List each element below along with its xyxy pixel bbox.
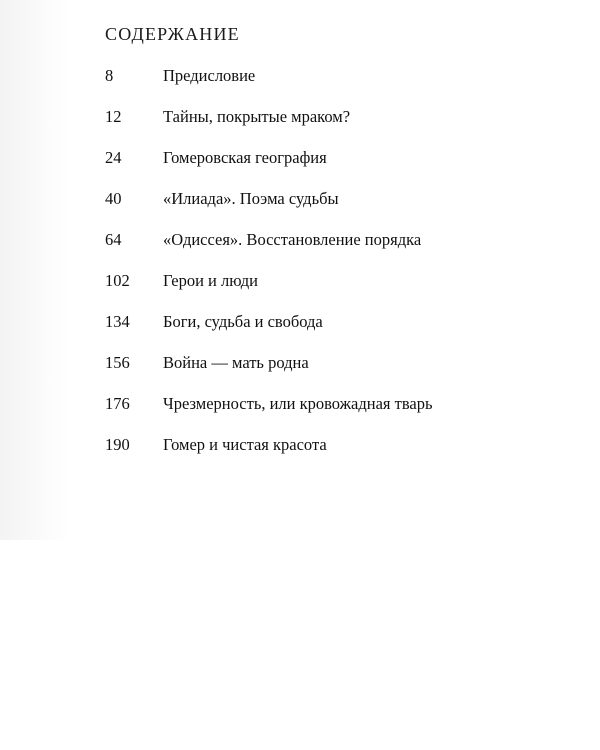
toc-chapter-title: Война — мать родна — [163, 353, 309, 372]
toc-page-number: 176 — [105, 394, 130, 413]
toc-entry — [105, 189, 575, 230]
toc-page-number: 8 — [105, 66, 114, 85]
toc-chapter-title: Чрезмерность, или кровожадная тварь — [163, 394, 433, 413]
toc-chapter-title: Тайны, покрытые мраком? — [163, 107, 351, 126]
toc-entry — [105, 66, 575, 107]
toc-entry — [105, 271, 575, 312]
toc-page-number: 12 — [105, 107, 122, 126]
toc-entry — [105, 435, 575, 476]
toc-chapter-title: Боги, судьба и свобода — [163, 312, 323, 331]
toc-page-number: 102 — [105, 271, 130, 290]
toc-entry — [105, 107, 575, 148]
toc-page-number: 24 — [105, 148, 122, 167]
toc-chapter-title: «Одиссея». Восстановление порядка — [163, 230, 422, 249]
table-of-contents — [105, 66, 575, 476]
toc-page-number: 190 — [105, 435, 130, 454]
toc-entry — [105, 230, 575, 271]
toc-entry — [105, 394, 575, 435]
toc-heading: СОДЕРЖАНИЕ — [105, 24, 240, 44]
toc-page-number: 156 — [105, 353, 130, 372]
toc-chapter-title: Гомеровская география — [163, 148, 327, 167]
toc-chapter-title: Герои и люди — [163, 271, 258, 290]
toc-chapter-title: Предисловие — [163, 66, 256, 85]
toc-chapter-title: Гомер и чистая красота — [163, 435, 327, 454]
toc-entry — [105, 148, 575, 189]
toc-page-number: 40 — [105, 189, 122, 208]
page-gutter-shadow — [0, 0, 72, 540]
toc-entry — [105, 312, 575, 353]
toc-entry — [105, 353, 575, 394]
toc-page-number: 64 — [105, 230, 122, 249]
toc-page-number: 134 — [105, 312, 130, 331]
toc-chapter-title: «Илиада». Поэма судьбы — [163, 189, 339, 208]
